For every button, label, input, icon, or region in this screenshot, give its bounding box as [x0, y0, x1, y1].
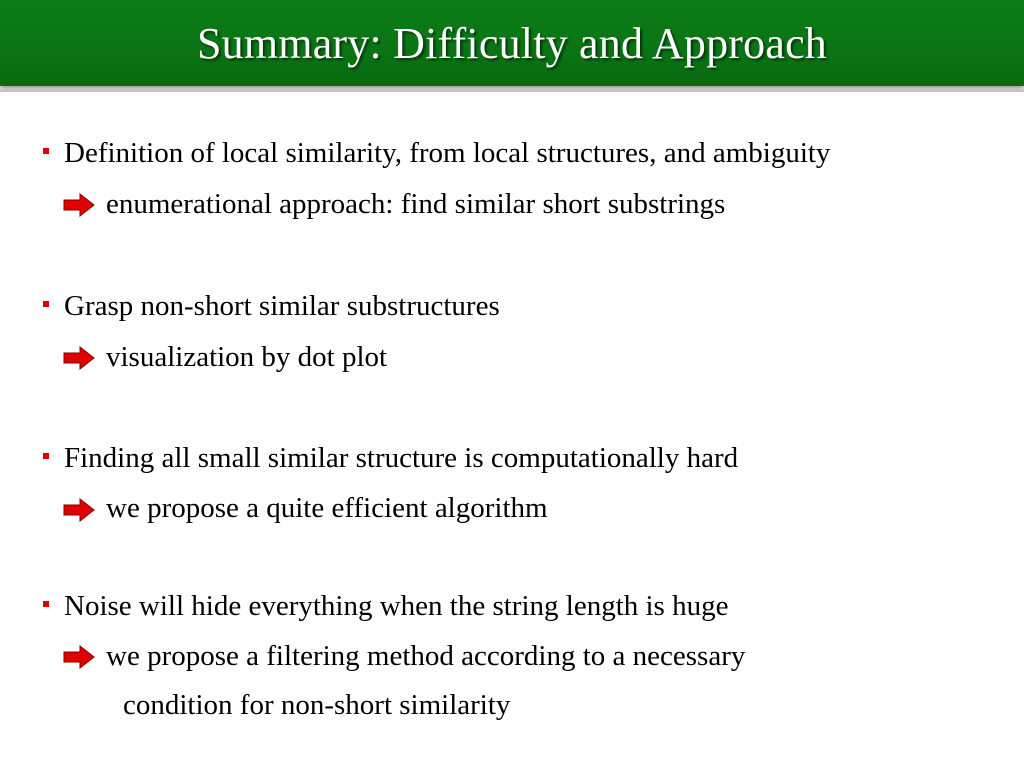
bullet-text: Definition of local similarity, from local structures, and ambiguity	[64, 137, 831, 169]
red-square-bullet-icon	[43, 148, 49, 154]
red-square-bullet-icon	[43, 601, 49, 607]
bullet-text: Grasp non-short similar substructures	[64, 290, 500, 322]
right-arrow-icon	[62, 345, 96, 371]
sub-text: visualization by dot plot	[106, 341, 388, 373]
bullet-text: Finding all small similar structure is computationally hard	[64, 442, 739, 474]
red-square-bullet-icon	[43, 453, 49, 459]
sub-text-continuation: condition for non-short similarity	[123, 689, 511, 721]
sub-text: we propose a filtering method according to a necessary	[106, 640, 746, 672]
bullet-text: Noise will hide everything when the string length is huge	[64, 590, 729, 622]
right-arrow-icon	[62, 644, 96, 670]
right-arrow-icon	[62, 497, 96, 523]
right-arrow-icon	[62, 192, 96, 218]
sub-text: we propose a quite efficient algorithm	[106, 492, 548, 524]
sub-text: enumerational approach: find similar short substrings	[106, 188, 726, 220]
slide-title: Summary: Difficulty and Approach	[196, 19, 828, 68]
red-square-bullet-icon	[43, 301, 49, 307]
